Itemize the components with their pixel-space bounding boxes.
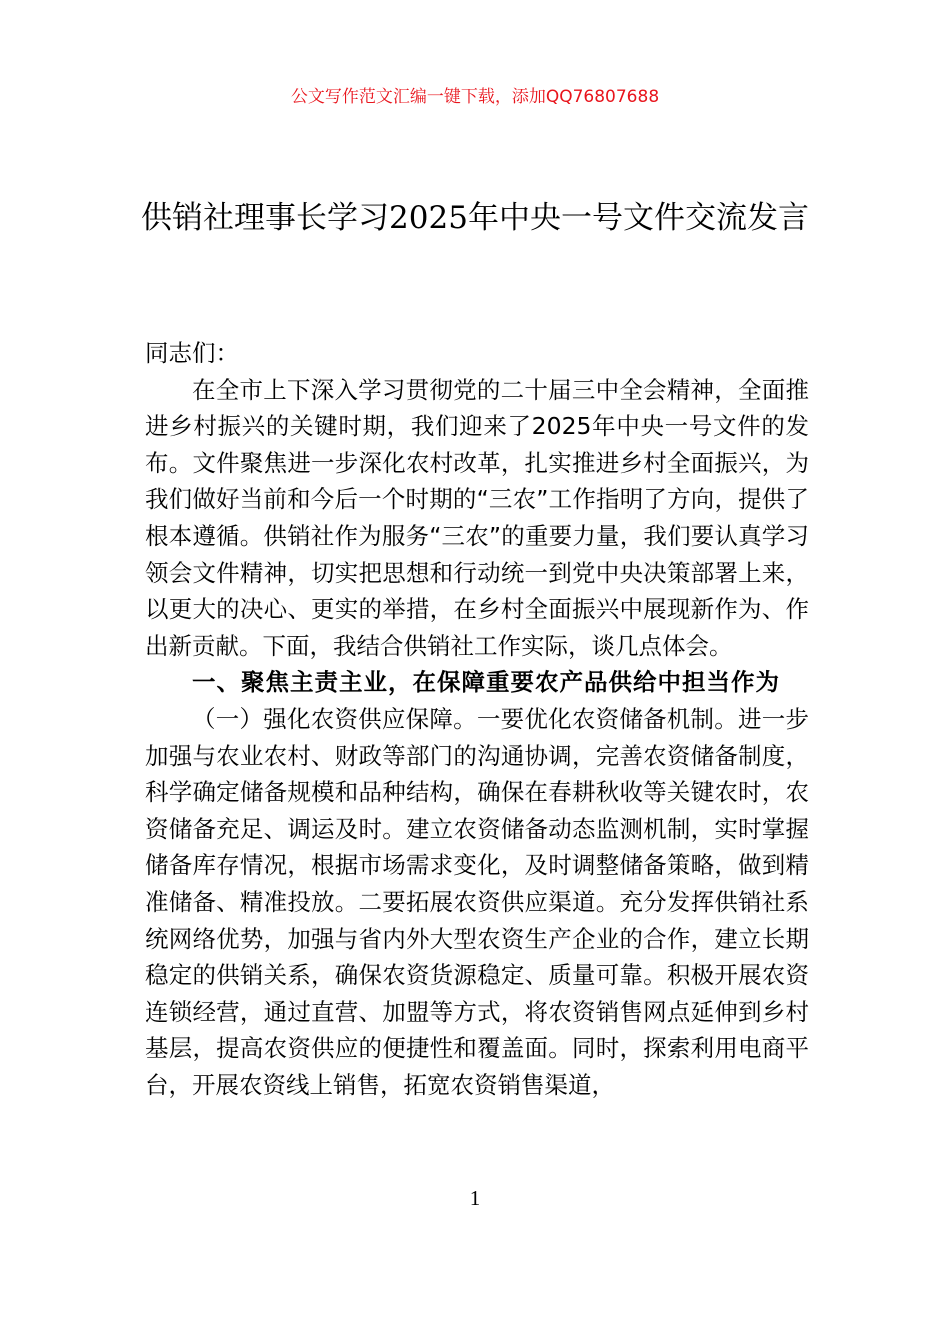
- document-body: [145, 335, 809, 1103]
- page-number: 1: [469, 1186, 481, 1210]
- document-title: 供销社理事长学习2025年中央一号文件交流发言: [141, 199, 809, 236]
- subsection-paragraph: （一）强化农资供应保障。一要优化农资储备机制。进一步加强与农业农村、财政等部门的沟通协调，完善农资储备制度，科学确定储备规模和品种结构，确保在春耕秋收等关键农时，农资储备充足、调运及时。建立农资储备动态监测机制，实时掌握储备库存情况，根据市场需求变化，及时调整储备策略，做到精准储备、精准投放。二要拓展农资供应渠道。充分发挥供销社系统网络优势，加强与省内外大型农资生产企业的合作，建立长期稳定的供销关系，确保农资货源稳定、质量可靠。积极开展农资连锁经营，通过直营、加盟等方式，将农资销售网点延伸到乡村基层，提高农资供应的便捷性和覆盖面。同时，探索利用电商平台，开展农资线上销售，拓宽农资销售渠道，: [145, 704, 809, 1099]
- section-heading: 一、聚焦主责主业，在保障重要农产品供给中担当作为: [192, 668, 780, 697]
- salutation: 同志们：: [145, 339, 239, 367]
- intro-paragraph: 在全市上下深入学习贯彻党的二十届三中全会精神，全面推进乡村振兴的关键时期，我们迎来了2025年中央一号文件的发布。文件聚焦进一步深化农村改革，扎实推进乡村全面振兴，为我们做好当前和今后一个时期的“三农”工作指明了方向，提供了根本遵循。供销社作为服务“三农”的重要力量，我们要认真学习领会文件精神，切实把思想和行动统一到党中央决策部署上来，以更大的决心、更实的举措，在乡村全面振兴中展现新作为、作出新贡献。下面，我结合供销社工作实际，谈几点体会。: [145, 375, 809, 660]
- header-banner: 公文写作范文汇编一键下载，添加QQ76807688: [290, 87, 660, 107]
